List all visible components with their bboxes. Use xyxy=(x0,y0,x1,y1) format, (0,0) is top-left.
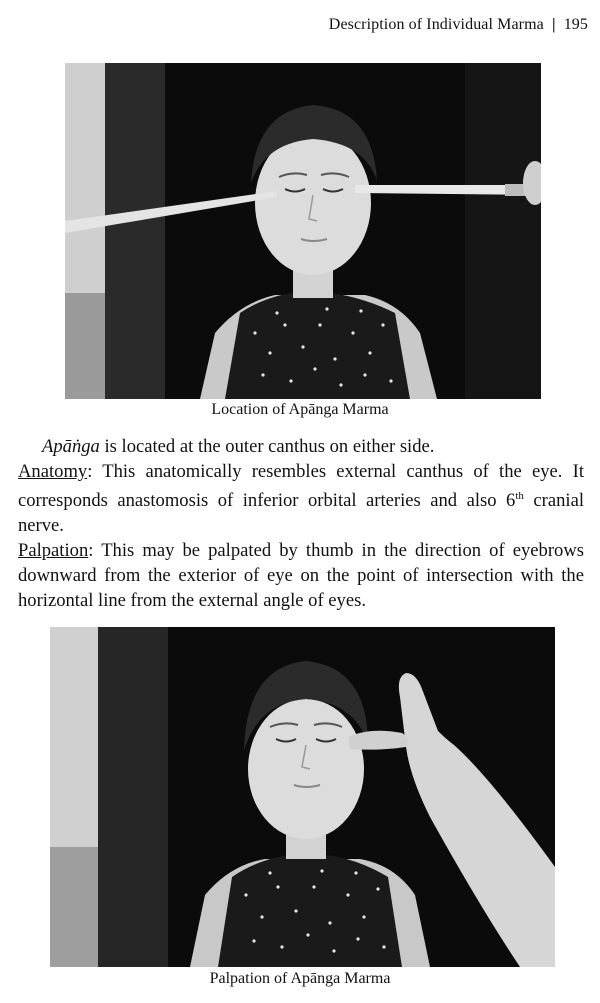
running-header xyxy=(329,16,588,34)
page-number: 195 xyxy=(563,16,588,33)
palpation-label: Palpation xyxy=(18,540,89,562)
intro-term: Apāṅga xyxy=(42,436,100,457)
header-title: Description of Individual Marma xyxy=(328,16,544,33)
anatomy-label: Anatomy xyxy=(18,461,88,482)
anatomy-text: : This anatomically resembles external canthus of the eye. It corresponds anastomosis of inferior orbital arteries and also 6 xyxy=(18,461,584,512)
anatomy-paragraph xyxy=(18,459,584,538)
header-separator: | xyxy=(551,16,556,33)
palpation-paragraph xyxy=(18,538,584,613)
figure2-caption: Palpation of Apānga Marma xyxy=(209,970,391,987)
location-photo-illustration xyxy=(65,63,541,399)
palpation-text: : This may be palpated by thumb in the direction of eyebrows downward from the exterior of eye on the point of intersection with the horizontal line from the external angle of eyes. xyxy=(18,540,584,612)
anatomy-text-after: cranial nerve. xyxy=(18,490,584,537)
figure1-caption: Location of Apānga Marma xyxy=(211,401,389,418)
intro-text: is located at the outer canthus on either side. xyxy=(99,436,435,457)
location-photo xyxy=(65,63,541,399)
palpation-photo-illustration xyxy=(50,627,555,967)
palpation-photo xyxy=(50,627,555,967)
body-text xyxy=(18,434,584,613)
anatomy-superscript: th xyxy=(515,490,524,502)
intro-paragraph xyxy=(18,434,584,459)
